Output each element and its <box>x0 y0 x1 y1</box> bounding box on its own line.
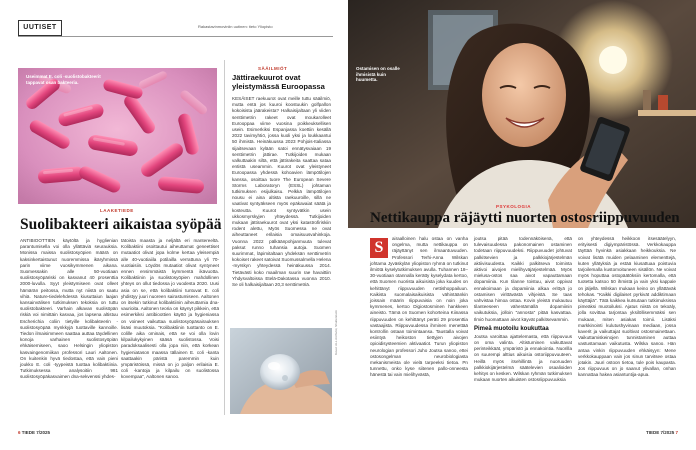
article3-column-2-text: joutsa pitää todennäköisenä, että tulevaisuudessa pakonomainen ostaminen todetaan riippuvuudeksi. Riippuvuudet johtuvat palkitsevien ja palkkiojärjestelmän aktiivisuudesta. Kaikki palkitseva toiminta aktivoi aivojen mielihyväjärjestelmää. Myös mielusa-ostos saa aivot vapauttamaan dopamiinia. Kun tilanne toistuu, aivot oppivat ennakoimaan ja dopamiinia alkaa erittyä jo ostamisen virittävästä vihjeistä. Se taas vahvistaa himoa ostaa. Kovin yleistä mukautuu tilanteeseen vähentämällä dopamiinin vaikutuksia, jolloin "annosta" pitää kasvattaa. Ilmiö huomattaan aivot käyvät palkitsevammin. <box>474 236 572 322</box>
right-page <box>348 0 696 450</box>
section-tab: UUTISET <box>18 20 62 36</box>
folio-right-page-number: 7 <box>675 430 678 435</box>
shopping-photo <box>348 0 696 228</box>
folio-right <box>646 430 678 435</box>
dropcap: S <box>370 238 388 258</box>
article1-headline: Suolibakteeri aikaistaa syöpää <box>20 216 222 233</box>
folio-left-page-number: 6 <box>18 430 21 435</box>
bacteria-image <box>18 68 217 204</box>
article1-column-2: tätoista maasta ja neljältä eri mantereeltä. Kolibaktiini osoittautui aiheuttamat geneettiset mutaatiot olivat jopa kolme kertaa yleisempiä alle 40-vuotiaiila potilailla verrattuna yli 70-vuotiaisiin. Löydös mutaatiot olivat syntyneet ennen ensimmäistä kymmentä ikävuotta. Kolibaktiinin ja suolistosyöpien mahdollinen yhteys on ollut tiedossa jo vuodesta 2020. Uusi asia on se, että kolibaktiini tuntuvat E. coli yhdistyy juuri nuoreen sairastumiseen. Aaltonen on itsekin tutkinut kolibaktiinin aiheuttamia dna-vaurioita. Aaltonen teoria on käynyt pikkein, että esimerkiksi antibioottien käyttö ja hygieniassa on voineet vaikuttaa suolistosyöpäsairauksen lisäsi muutoksia. "Kolibaktiinin tuottanto on E. colille aika ominais, että se voi olla lovin kilpailukykyinen sääsä suolistossa. Voisi paradoksaalisesti olla jopa niin, että korkean hygieniatason maassa tällainen E. coli -kanta saattaakin päristä paremmin kuin ympäristöissä, missä on jo paljon erilaisia E. coli -kantoja ja kilpailu on suolistossa kovempaa", Aaltonen sanoo. <box>121 238 219 380</box>
article3-column-3: on yhteydessä heikkoon itsesäätelyyn, erityisesti digiympäristössä. Verkkokauppa täyttää hyvinkä asiakkaan heikkouksia. Ne voivat lisätä muiden pelaaminen elementtejä, kuten yllätyksiä ja estää kiusattuaa poistuvia tarjoilemalla kustomoituneen sisällön. Ne voivat myös hoputtaa ostopäätöksiin kertomalla, että tuotetta katsoo 50 ihmistä ja vain yksi kappale on jäljellä. Wilskan mukaan keino on yllättäväk tehokas. "Kaikki digilaiset pyrkivät addiktimaan käyttäjiä". Tätä kaikkea kutsutaan tutkimuksissa pimeäksi muotoiluksi. Ajatus niistä on tekoäly, jolla sovittaa tarjontaa yksilöllisemmäksi sen mukaan, miten asiakas toimii. Lisäksi markkinointi kulutushyvinaan mediaan, jossa kaverit ja vaikuttajat suoltivat ostosmainettaan. Vaikuttamiskeinojen tunnistaminen auttaa vastustamaan vaikutusta. Wilska sanoo. Hän antaa vinkin riippuvuuden ehkäisyyn: Mene verkkokauppaan vain jos sinun tarvitsee ostaa jotakin. Juuri ostoon tietoa, tule pois kaupasta. Jos riippuvuus on jo saanut ylivallan, onhan kannattaa hakea asiantuntija-apua. <box>578 236 676 378</box>
bacteria-illustration <box>18 68 217 204</box>
article2-kicker: SÄÄILMIÖT <box>258 66 288 71</box>
article1-kicker: LAAKETIEDE <box>100 208 134 213</box>
hailstone-photo <box>230 328 332 414</box>
article3-kicker: PSYKOLOGIA <box>496 204 532 209</box>
hero-image <box>348 0 696 228</box>
folio-right-text: TIEDE 7/2025 <box>645 430 675 435</box>
article3-column-2 <box>474 236 572 383</box>
article1-column-1: ANTIBIOOTTIEN käytöltä ja hyglienian parantumisella voi olla yllättäviä seurauksia. Monissa maissa suolistosyöpien määrä on kaksinkertaistunut nuoremmissa ikäryhmissä parin viime vuosikymmenen aikana. Suomessakin alle 50-vuotiaan suolistosyöpäriski on kasvanut 40 prosenttia 2000-luvulla. Syyt yleistymiseen ovat olleet hämärän peitossa, mutta nyt niistä on saatu vihiä. Nature-tiedelehdessä kiusuttaiun laajan kansainvälisen tutkimuksen tekoksia on tuttu suolistobakteeri. Varhain alkavan suolisöpän riskiä voi nimittäin kasvaa, jos lapsena altistuu Escherichia coliin tietyille kolibakteerin -suolistosyöpää mynkkyjä tuottaville kannoille. Tiedon ilmaisimmeen saattaa auttaa täydellinen konoja varhainen suolistosyöpiän ehkäisemiseen, saoo Helsingin yliopiston kasvaingenomiikan professori Lauri Aaltonen. On kuitenkin hyvä tiedostaa, että vain pieni joukko E. coli -tyypeistä tuottaa kolibaktiinia. Tutkimuksessa analysoitiin 981 suolistosyöpäkasvaimen dna-sekvenssi yhdes- <box>20 238 118 380</box>
article2-body: KESÄISET raekuurot ovat meille tuttu sääilmiö, mutta entä jos kuuroi koostuukin golfpallon kokoisista jäärakeista? Halkaisijaltaan yli viiden senttimetrin rakeet ovat moukarolleet Eurooppaa viime vuosina poikkeuksellisen usein. Esimerkiksi Espanjassa koettiin kesällä 2022 tavimyhtiö, jossa kuoli yksi ja loukkaantui 50 ihmistä. Heinäkuussa 2023 Pohjois-Italiassa sijaitsevaan kylään satoi ennätysvaiaan 19 senttimetrin jättirae. Tutkijoiden mukaan valkuttaakin siltä, että jättirakeita saattaa sataa entistä useammin. Kuurot ovat yleistyneet Euroopassa yhdessä kohoavien lämpötilojen kanssa, osoittaa tuore The European Severe Storms Laboratoryn (ESSL) johtaman tutkimuksen esijulkaisu. Pelkkä lämpötilojen nousu ei aina altista raekuuroille, sillä ne vaativat syntyäkseen myös epäkavaiat säätä ja kosteutta. Kuurot syntyvätkin usein ukkosmyrskyjen yhteydessä. Tutkijoiden mukaan jättiraekuurot ovat yksi katastrofiriskiin rodent alettu, Myös Suomessa ne ovat aiheuttaneet erilaisia omaisuusvahinkoja. Vuonna 2022 pälkäänpohjanmuuta tulevat paksut runno tuhansia autoja. Suomen suurimmat, läpimitaltaan yhdeksän senttimetrin kokoiset rakeet satoivat Suomussalmella Helena -myrskyn yhteydessä heinäkuussa 2014. Tietävästi koko maailman suurin rae havaittiin Yhdysvaltoissa Etelä-Dakotassa vuonna 2010. Se oli halkaisijaltaan 20,3 senttimetriä. <box>232 96 331 288</box>
photo-credit: Kuvat: ALL Archivist, Shutterstock <box>334 310 338 355</box>
folio-left-text: TIEDE 7/2025 <box>21 430 51 435</box>
article3-column-2b-text: Joutsa varoittaa ajattelemasta, että riippuvuus on oma valinta. Altistuminen vaikuttavat perinteikkäät, ympäristö ja ennakointia. Nuorilla on suurempi alttius aikuisia ostoriippuvuuteen. Heillä myös itsehillintä ja nuoruuden palkkiokijärjestelmä säätelevien osaalioiden kehitys on kesken. Wilskan ryhmän tutkimuksen mukaan nuorten aikuisten ostosriippuvuuksia <box>474 333 572 383</box>
column-divider <box>224 60 225 415</box>
bacteria-caption: Useimmat E. coli -suolistobakteerit tappavat osan bakteeria. <box>26 74 101 85</box>
hero-caption: Ostamisen on osalle ihmisistä kuin huumetta. <box>356 66 400 82</box>
article3-column-1-text: airaalloinen halu ostaa on vanha ongelma, mutta nettikauppa on räjäyttänyt sen ilmaantuvuuden. Professori Terhi-Anna Wilskan johtama Jyväskylän yliopiston ryhmä on tutkinut ilmiötä kyselytutkimuksen avulla. Tuhannen 18–30-vuotiaan otannalla kerätty kyselydata kertoo, että Suomen nuorista aikuisista joka kuudes on kehittänyt riippuvuuden nettishoppailuun. Kaikista suomalaisaikuisista vähintäänkin joissain määrin riippuvaisia on noin joka kymmenes, kertoo Digiostosminen hankkeen aineisto. Tämä on Suomen kohorteina Kiinassa riippuvuuden on kehittänyt peräti 29 prosenttia vastaajista. Riippuvuudessa ihminen menettää kontrollin ostaan toimintaansa. Taustalla voivat esiintyä heikoston tiettyjen aivojen opioidisysteemien aktivaatiot. Turun yliopiston neurologian professori Juho Joutsa sanoo, ettei ostosongelman neurobiologiasta mekanismeista ole vielä tarpeeksi tietoa. Pn tunnettu, onko kyse siitenen pallo-onneesta hänestä tai vain mielihyvästä, <box>370 236 468 378</box>
article2-headline: Jättiraekuurot ovat yleistymässä Euroopassa <box>232 73 325 91</box>
folio-left <box>18 430 50 435</box>
top-rule <box>18 36 333 37</box>
hailstone-image <box>230 328 332 414</box>
article3-subhead: Pimeä muotoilu koukuttaa <box>474 325 549 332</box>
running-head: Rakastavinmoviniin uutinen: tieto Yliopisto <box>198 24 273 29</box>
article3-headline: Nettikauppa räjäytti nuorten ostosriippuvuuden <box>370 210 680 226</box>
